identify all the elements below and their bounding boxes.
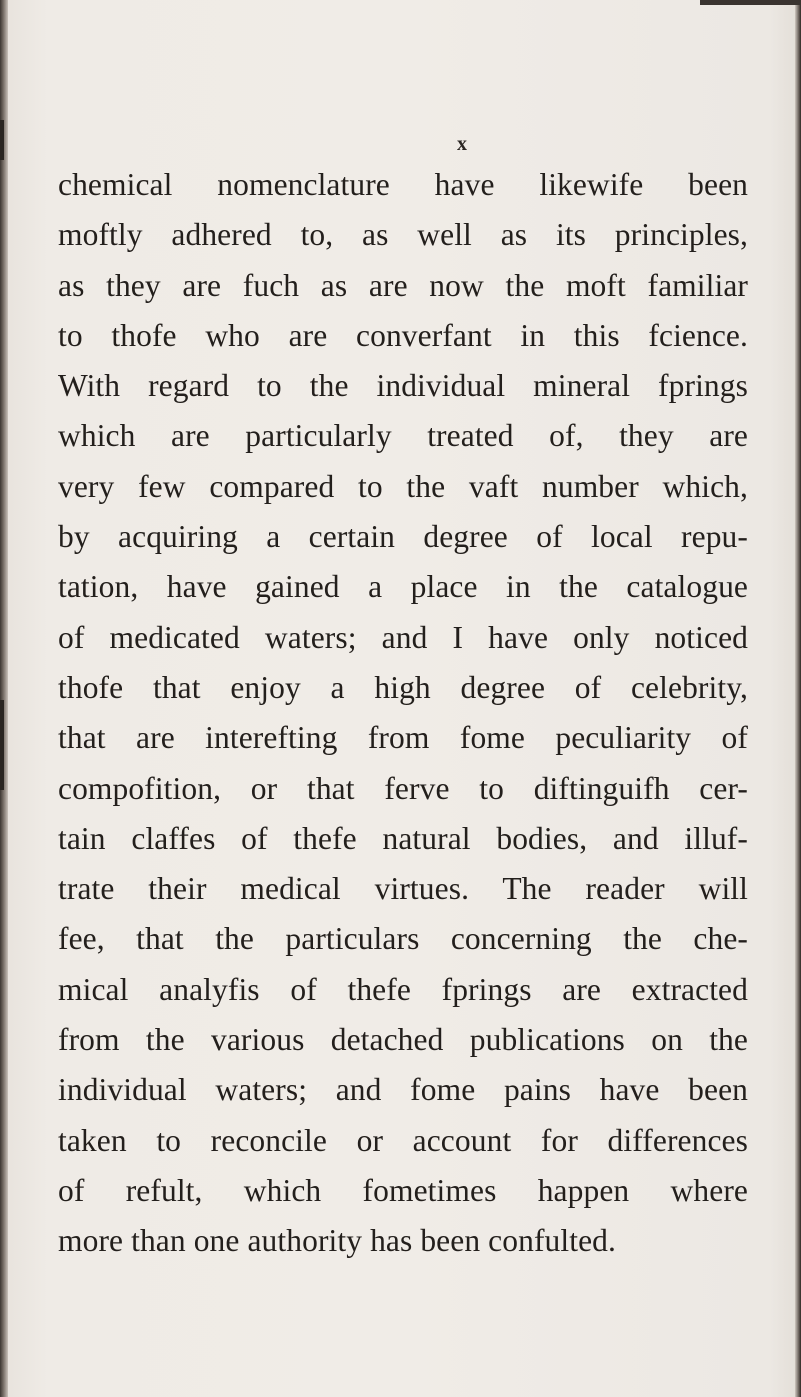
- text-line: fee, that the particulars concerning the che-: [58, 921, 748, 957]
- text-line: mical analyfis of thefe fprings are extracted: [58, 971, 748, 1007]
- page-number: x: [457, 133, 467, 155]
- text-line: of refult, which fometimes happen where: [58, 1172, 748, 1208]
- binding-mark: [0, 120, 4, 160]
- text-line: compofition, or that ferve to diftinguifh cer-: [58, 770, 748, 806]
- text-line: that are interefting from fome peculiarity of: [58, 720, 748, 756]
- text-line: trate their medical virtues. The reader will: [58, 871, 748, 907]
- binding-edge: [0, 0, 8, 1397]
- text-line: moftly adhered to, as well as its principles,: [58, 217, 748, 253]
- text-line: to thofe who are converfant in this fcience.: [58, 317, 748, 353]
- binding-mark: [0, 700, 4, 790]
- text-line: With regard to the individual mineral fprings: [58, 368, 748, 404]
- top-edge-rule: [700, 0, 801, 5]
- body-text: [58, 160, 748, 1267]
- text-line: by acquiring a certain degree of local repu-: [58, 519, 748, 555]
- text-line: very few compared to the vaft number which,: [58, 468, 748, 504]
- text-line: taken to reconcile or account for differences: [58, 1122, 748, 1158]
- text-line: tation, have gained a place in the catalogue: [58, 569, 748, 605]
- text-line: individual waters; and fome pains have been: [58, 1072, 748, 1108]
- text-line: which are particularly treated of, they are: [58, 418, 748, 454]
- text-line: as they are fuch as are now the moft familiar: [58, 267, 748, 303]
- text-line: tain claffes of thefe natural bodies, and illuf-: [58, 820, 748, 856]
- text-line: from the various detached publications on the: [58, 1022, 748, 1058]
- text-line: of medicated waters; and I have only noticed: [58, 619, 748, 655]
- text-line: more than one authority has been confulted.: [58, 1223, 616, 1259]
- text-line: chemical nomenclature have likewife been: [58, 167, 748, 202]
- page-edge: [795, 0, 801, 1397]
- text-line: thofe that enjoy a high degree of celebrity,: [58, 669, 748, 705]
